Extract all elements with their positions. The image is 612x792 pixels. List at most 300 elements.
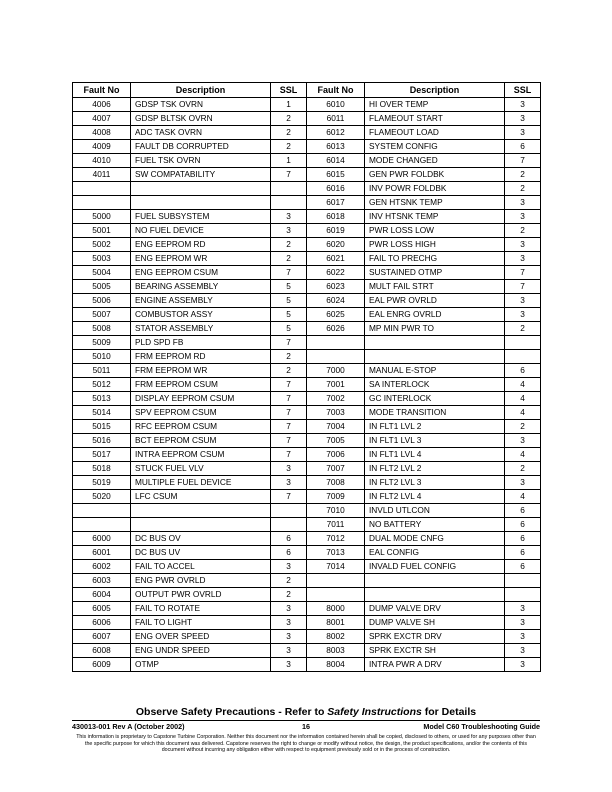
description-cell-right: IN FLT2 LVL 4 [365, 490, 505, 504]
fault-no-cell-left: 6004 [73, 588, 131, 602]
table-row [73, 392, 541, 406]
fault-no-cell-right: 7008 [307, 476, 365, 490]
ssl-cell-right: 2 [505, 168, 541, 182]
ssl-cell-right: 2 [505, 322, 541, 336]
ssl-cell-right [505, 574, 541, 588]
table-body [73, 98, 541, 672]
ssl-cell-right: 3 [505, 476, 541, 490]
safety-suffix: for Details [421, 706, 477, 718]
ssl-cell-left: 2 [271, 364, 307, 378]
ssl-cell-right [505, 588, 541, 602]
description-cell-left: FRM EEPROM CSUM [131, 378, 271, 392]
fault-no-cell-left: 6007 [73, 630, 131, 644]
fault-no-cell-right: 6011 [307, 112, 365, 126]
ssl-cell-right: 6 [505, 532, 541, 546]
fault-no-cell-left: 6006 [73, 616, 131, 630]
fault-no-cell-left: 5015 [73, 420, 131, 434]
legal-notice: This information is proprietary to Capstone Turbine Corporation. Neither this document nor the information contained herein shall be copied, disclosed to others, or used for any purposes other than the specific purpose for which this document was delivered. Capstone reserves the right to change or modify without notice, the design, the product specifications, and/or the contents of this document without incurring any obligation either with respect to equipment previously sold or in the process of construction. [76, 734, 536, 753]
ssl-cell-right: 7 [505, 266, 541, 280]
fault-no-cell-right: 7009 [307, 490, 365, 504]
table-row [73, 196, 541, 210]
fault-no-cell-left: 6008 [73, 644, 131, 658]
fault-no-cell-left: 5004 [73, 266, 131, 280]
fault-no-cell-right: 6023 [307, 280, 365, 294]
ssl-cell-right: 3 [505, 308, 541, 322]
description-cell-right: MULT FAIL STRT [365, 280, 505, 294]
ssl-cell-left: 3 [271, 616, 307, 630]
table-row [73, 126, 541, 140]
description-cell-left: OTMP [131, 658, 271, 672]
fault-no-cell-left: 5005 [73, 280, 131, 294]
table-row [73, 210, 541, 224]
fault-no-cell-right: 6021 [307, 252, 365, 266]
description-cell-left: DISPLAY EEPROM CSUM [131, 392, 271, 406]
description-cell-right: IN FLT1 LVL 2 [365, 420, 505, 434]
description-cell-left: ENG EEPROM WR [131, 252, 271, 266]
ssl-cell-right: 7 [505, 280, 541, 294]
ssl-cell-right: 6 [505, 518, 541, 532]
description-cell-right: FLAMEOUT START [365, 112, 505, 126]
description-cell-right: IN FLT2 LVL 3 [365, 476, 505, 490]
ssl-cell-right: 6 [505, 560, 541, 574]
table-row [73, 644, 541, 658]
ssl-cell-left: 3 [271, 644, 307, 658]
ssl-cell-right: 7 [505, 154, 541, 168]
fault-no-cell-right: 6015 [307, 168, 365, 182]
ssl-cell-left: 7 [271, 378, 307, 392]
description-cell-left: STATOR ASSEMBLY [131, 322, 271, 336]
ssl-cell-right: 6 [505, 546, 541, 560]
description-cell-right: DUMP VALVE SH [365, 616, 505, 630]
fault-no-cell-right: 7006 [307, 448, 365, 462]
ssl-cell-right: 6 [505, 504, 541, 518]
ssl-cell-right: 3 [505, 644, 541, 658]
table-row [73, 588, 541, 602]
description-cell-left [131, 518, 271, 532]
description-cell-right: EAL PWR OVRLD [365, 294, 505, 308]
description-cell-left: COMBUSTOR ASSY [131, 308, 271, 322]
ssl-cell-left: 6 [271, 532, 307, 546]
description-cell-right: INVLD UTLCON [365, 504, 505, 518]
ssl-cell-left: 2 [271, 574, 307, 588]
description-cell-left: ENG OVER SPEED [131, 630, 271, 644]
table-row [73, 658, 541, 672]
description-cell-right: MODE TRANSITION [365, 406, 505, 420]
ssl-cell-left: 3 [271, 630, 307, 644]
ssl-cell-left: 5 [271, 294, 307, 308]
table-row [73, 574, 541, 588]
description-cell-right [365, 350, 505, 364]
table-row [73, 532, 541, 546]
table-row [73, 406, 541, 420]
safety-notice [0, 706, 612, 718]
description-cell-right: PWR LOSS HIGH [365, 238, 505, 252]
ssl-cell-left [271, 504, 307, 518]
ssl-cell-left: 7 [271, 420, 307, 434]
description-cell-right: MODE CHANGED [365, 154, 505, 168]
fault-no-cell-left: 5001 [73, 224, 131, 238]
ssl-cell-left: 7 [271, 336, 307, 350]
fault-no-cell-right: 8004 [307, 658, 365, 672]
fault-no-cell-right [307, 336, 365, 350]
ssl-cell-left: 5 [271, 308, 307, 322]
fault-no-cell-right: 6013 [307, 140, 365, 154]
ssl-cell-left: 7 [271, 434, 307, 448]
description-cell-left: ENG EEPROM CSUM [131, 266, 271, 280]
description-cell-right [365, 588, 505, 602]
fault-no-cell-left: 6002 [73, 560, 131, 574]
description-cell-left: FUEL SUBSYSTEM [131, 210, 271, 224]
fault-no-cell-left: 6005 [73, 602, 131, 616]
header-description-left: Description [131, 83, 271, 98]
ssl-cell-right: 4 [505, 406, 541, 420]
description-cell-right: SA INTERLOCK [365, 378, 505, 392]
table-row [73, 168, 541, 182]
fault-no-cell-left: 5017 [73, 448, 131, 462]
table-row [73, 308, 541, 322]
table-row [73, 490, 541, 504]
fault-no-cell-right: 8003 [307, 644, 365, 658]
ssl-cell-left: 2 [271, 252, 307, 266]
table-row [73, 546, 541, 560]
table-row [73, 266, 541, 280]
table-row [73, 434, 541, 448]
fault-no-cell-left: 4006 [73, 98, 131, 112]
table-row [73, 182, 541, 196]
fault-no-cell-right: 8002 [307, 630, 365, 644]
fault-no-cell-left: 5018 [73, 462, 131, 476]
ssl-cell-right: 3 [505, 630, 541, 644]
table-row [73, 420, 541, 434]
table-row [73, 518, 541, 532]
table-row [73, 602, 541, 616]
description-cell-right: GC INTERLOCK [365, 392, 505, 406]
table-row [73, 140, 541, 154]
fault-no-cell-left [73, 182, 131, 196]
ssl-cell-left: 7 [271, 392, 307, 406]
description-cell-left: FAIL TO LIGHT [131, 616, 271, 630]
description-cell-right: IN FLT1 LVL 4 [365, 448, 505, 462]
ssl-cell-left: 2 [271, 112, 307, 126]
footer-divider [72, 720, 540, 721]
fault-no-cell-left [73, 518, 131, 532]
description-cell-right: INVALD FUEL CONFIG [365, 560, 505, 574]
table-row [73, 560, 541, 574]
ssl-cell-left: 7 [271, 168, 307, 182]
description-cell-right: INTRA PWR A DRV [365, 658, 505, 672]
fault-no-cell-right: 6025 [307, 308, 365, 322]
fault-no-cell-left: 5000 [73, 210, 131, 224]
description-cell-left: GDSP BLTSK OVRN [131, 112, 271, 126]
fault-code-table [72, 82, 541, 672]
fault-no-cell-right [307, 574, 365, 588]
fault-no-cell-left: 5006 [73, 294, 131, 308]
description-cell-left: FAIL TO ROTATE [131, 602, 271, 616]
fault-no-cell-left: 5016 [73, 434, 131, 448]
description-cell-left: STUCK FUEL VLV [131, 462, 271, 476]
fault-no-cell-left: 5003 [73, 252, 131, 266]
fault-no-cell-right: 7010 [307, 504, 365, 518]
description-cell-right: MP MIN PWR TO [365, 322, 505, 336]
header-ssl-right: SSL [505, 83, 541, 98]
fault-no-cell-left: 6009 [73, 658, 131, 672]
footer-bar [72, 722, 540, 732]
fault-no-cell-right: 7003 [307, 406, 365, 420]
table-row [73, 504, 541, 518]
ssl-cell-left: 2 [271, 126, 307, 140]
fault-no-cell-left: 5010 [73, 350, 131, 364]
table-row [73, 350, 541, 364]
ssl-cell-right: 2 [505, 224, 541, 238]
fault-no-cell-left: 5014 [73, 406, 131, 420]
fault-no-cell-left: 5013 [73, 392, 131, 406]
fault-no-cell-left [73, 196, 131, 210]
fault-no-cell-left: 5008 [73, 322, 131, 336]
description-cell-left [131, 196, 271, 210]
fault-no-cell-left: 4009 [73, 140, 131, 154]
fault-no-cell-left: 5009 [73, 336, 131, 350]
table-row [73, 280, 541, 294]
ssl-cell-left: 7 [271, 406, 307, 420]
fault-no-cell-left: 5002 [73, 238, 131, 252]
header-description-right: Description [365, 83, 505, 98]
fault-table-container [72, 82, 540, 672]
description-cell-left: ENG PWR OVRLD [131, 574, 271, 588]
description-cell-right: FLAMEOUT LOAD [365, 126, 505, 140]
description-cell-left: DC BUS UV [131, 546, 271, 560]
description-cell-right: GEN PWR FOLDBK [365, 168, 505, 182]
fault-no-cell-left: 5012 [73, 378, 131, 392]
ssl-cell-right [505, 336, 541, 350]
fault-no-cell-left: 4007 [73, 112, 131, 126]
description-cell-left: ADC TASK OVRN [131, 126, 271, 140]
ssl-cell-left: 2 [271, 140, 307, 154]
description-cell-left: ENGINE ASSEMBLY [131, 294, 271, 308]
header-fault-no-left: Fault No [73, 83, 131, 98]
fault-no-cell-left: 6000 [73, 532, 131, 546]
table-row [73, 616, 541, 630]
fault-no-cell-left [73, 504, 131, 518]
description-cell-left: FUEL TSK OVRN [131, 154, 271, 168]
description-cell-right: SPRK EXCTR DRV [365, 630, 505, 644]
fault-no-cell-left: 4008 [73, 126, 131, 140]
fault-no-cell-right: 8001 [307, 616, 365, 630]
fault-no-cell-right: 6016 [307, 182, 365, 196]
ssl-cell-right: 3 [505, 196, 541, 210]
fault-no-cell-right: 7002 [307, 392, 365, 406]
table-row [73, 462, 541, 476]
ssl-cell-left: 3 [271, 658, 307, 672]
description-cell-left: FAULT DB CORRUPTED [131, 140, 271, 154]
fault-no-cell-left: 4011 [73, 168, 131, 182]
description-cell-left: BEARING ASSEMBLY [131, 280, 271, 294]
ssl-cell-left: 2 [271, 588, 307, 602]
ssl-cell-right: 4 [505, 490, 541, 504]
description-cell-right: INV HTSNK TEMP [365, 210, 505, 224]
fault-no-cell-right: 7007 [307, 462, 365, 476]
description-cell-right: SPRK EXCTR SH [365, 644, 505, 658]
fault-no-cell-right: 6014 [307, 154, 365, 168]
ssl-cell-right [505, 350, 541, 364]
table-row [73, 378, 541, 392]
table-row [73, 294, 541, 308]
description-cell-right: IN FLT1 LVL 3 [365, 434, 505, 448]
ssl-cell-left: 3 [271, 462, 307, 476]
ssl-cell-right: 3 [505, 112, 541, 126]
description-cell-right: IN FLT2 LVL 2 [365, 462, 505, 476]
ssl-cell-right: 2 [505, 462, 541, 476]
fault-no-cell-left: 5019 [73, 476, 131, 490]
ssl-cell-right: 4 [505, 448, 541, 462]
ssl-cell-left: 5 [271, 322, 307, 336]
table-row [73, 98, 541, 112]
ssl-cell-right: 3 [505, 238, 541, 252]
description-cell-right: PWR LOSS LOW [365, 224, 505, 238]
fault-no-cell-right: 6024 [307, 294, 365, 308]
ssl-cell-right: 4 [505, 392, 541, 406]
table-row [73, 224, 541, 238]
fault-no-cell-right: 6010 [307, 98, 365, 112]
ssl-cell-left [271, 196, 307, 210]
ssl-cell-left [271, 182, 307, 196]
description-cell-left [131, 182, 271, 196]
description-cell-right: MANUAL E-STOP [365, 364, 505, 378]
table-row [73, 252, 541, 266]
description-cell-right: FAIL TO PRECHG [365, 252, 505, 266]
fault-no-cell-right: 8000 [307, 602, 365, 616]
safety-prefix: Observe Safety Precautions - Refer to [135, 706, 328, 718]
ssl-cell-left: 3 [271, 476, 307, 490]
doc-number: 430013-001 Rev A (October 2002) [72, 722, 185, 731]
ssl-cell-right: 3 [505, 658, 541, 672]
safety-emphasis: Safety Instructions [327, 706, 422, 718]
fault-no-cell-right: 7000 [307, 364, 365, 378]
ssl-cell-right: 4 [505, 378, 541, 392]
ssl-cell-left: 1 [271, 98, 307, 112]
ssl-cell-left: 7 [271, 490, 307, 504]
ssl-cell-right: 3 [505, 210, 541, 224]
table-row [73, 112, 541, 126]
fault-no-cell-left: 4010 [73, 154, 131, 168]
ssl-cell-right: 6 [505, 140, 541, 154]
description-cell-left: SW COMPATABILITY [131, 168, 271, 182]
description-cell-right: EAL CONFIG [365, 546, 505, 560]
ssl-cell-left: 1 [271, 154, 307, 168]
description-cell-left: PLD SPD FB [131, 336, 271, 350]
fault-no-cell-right: 6019 [307, 224, 365, 238]
ssl-cell-right: 3 [505, 602, 541, 616]
fault-no-cell-right: 6017 [307, 196, 365, 210]
description-cell-right: GEN HTSNK TEMP [365, 196, 505, 210]
fault-no-cell-right: 6026 [307, 322, 365, 336]
ssl-cell-right: 2 [505, 182, 541, 196]
description-cell-left: FRM EEPROM WR [131, 364, 271, 378]
fault-no-cell-right: 6022 [307, 266, 365, 280]
ssl-cell-right: 2 [505, 420, 541, 434]
fault-no-cell-right: 7013 [307, 546, 365, 560]
table-header-row [73, 83, 541, 98]
description-cell-left: BCT EEPROM CSUM [131, 434, 271, 448]
fault-no-cell-left: 6003 [73, 574, 131, 588]
description-cell-right: HI OVER TEMP [365, 98, 505, 112]
description-cell-right: DUAL MODE CNFG [365, 532, 505, 546]
fault-no-cell-right: 7001 [307, 378, 365, 392]
ssl-cell-right: 3 [505, 98, 541, 112]
ssl-cell-left: 7 [271, 266, 307, 280]
ssl-cell-left: 3 [271, 560, 307, 574]
description-cell-left: FAIL TO ACCEL [131, 560, 271, 574]
fault-no-cell-right: 7012 [307, 532, 365, 546]
description-cell-right: EAL ENRG OVRLD [365, 308, 505, 322]
fault-no-cell-left: 6001 [73, 546, 131, 560]
table-row [73, 364, 541, 378]
fault-no-cell-right: 6018 [307, 210, 365, 224]
description-cell-left [131, 504, 271, 518]
ssl-cell-left: 3 [271, 602, 307, 616]
table-row [73, 154, 541, 168]
ssl-cell-left [271, 518, 307, 532]
ssl-cell-right: 3 [505, 616, 541, 630]
description-cell-left: ENG EEPROM RD [131, 238, 271, 252]
description-cell-right [365, 574, 505, 588]
fault-no-cell-left: 5020 [73, 490, 131, 504]
description-cell-left: OUTPUT PWR OVRLD [131, 588, 271, 602]
fault-no-cell-left: 5011 [73, 364, 131, 378]
description-cell-left: LFC CSUM [131, 490, 271, 504]
ssl-cell-right: 3 [505, 252, 541, 266]
fault-no-cell-right: 7014 [307, 560, 365, 574]
description-cell-left: GDSP TSK OVRN [131, 98, 271, 112]
description-cell-left: DC BUS OV [131, 532, 271, 546]
ssl-cell-left: 7 [271, 448, 307, 462]
description-cell-right: NO BATTERY [365, 518, 505, 532]
table-row [73, 448, 541, 462]
description-cell-left: FRM EEPROM RD [131, 350, 271, 364]
fault-no-cell-right: 7005 [307, 434, 365, 448]
description-cell-left: ENG UNDR SPEED [131, 644, 271, 658]
description-cell-left: MULTIPLE FUEL DEVICE [131, 476, 271, 490]
fault-no-cell-left: 5007 [73, 308, 131, 322]
ssl-cell-left: 2 [271, 350, 307, 364]
description-cell-left: NO FUEL DEVICE [131, 224, 271, 238]
ssl-cell-right: 3 [505, 126, 541, 140]
ssl-cell-left: 5 [271, 280, 307, 294]
ssl-cell-right: 3 [505, 294, 541, 308]
fault-no-cell-right: 7011 [307, 518, 365, 532]
description-cell-right [365, 336, 505, 350]
fault-no-cell-right: 7004 [307, 420, 365, 434]
table-row [73, 336, 541, 350]
ssl-cell-left: 2 [271, 238, 307, 252]
ssl-cell-right: 3 [505, 434, 541, 448]
description-cell-left: INTRA EEPROM CSUM [131, 448, 271, 462]
fault-no-cell-right [307, 588, 365, 602]
description-cell-right: DUMP VALVE DRV [365, 602, 505, 616]
page-number: 16 [302, 722, 310, 731]
table-row [73, 476, 541, 490]
description-cell-right: SYSTEM CONFIG [365, 140, 505, 154]
description-cell-right: INV POWR FOLDBK [365, 182, 505, 196]
fault-no-cell-right [307, 350, 365, 364]
description-cell-left: SPV EEPROM CSUM [131, 406, 271, 420]
header-fault-no-right: Fault No [307, 83, 365, 98]
ssl-cell-left: 6 [271, 546, 307, 560]
table-row [73, 630, 541, 644]
guide-title: Model C60 Troubleshooting Guide [423, 722, 540, 731]
description-cell-right: SUSTAINED OTMP [365, 266, 505, 280]
table-row [73, 238, 541, 252]
description-cell-left: RFC EEPROM CSUM [131, 420, 271, 434]
